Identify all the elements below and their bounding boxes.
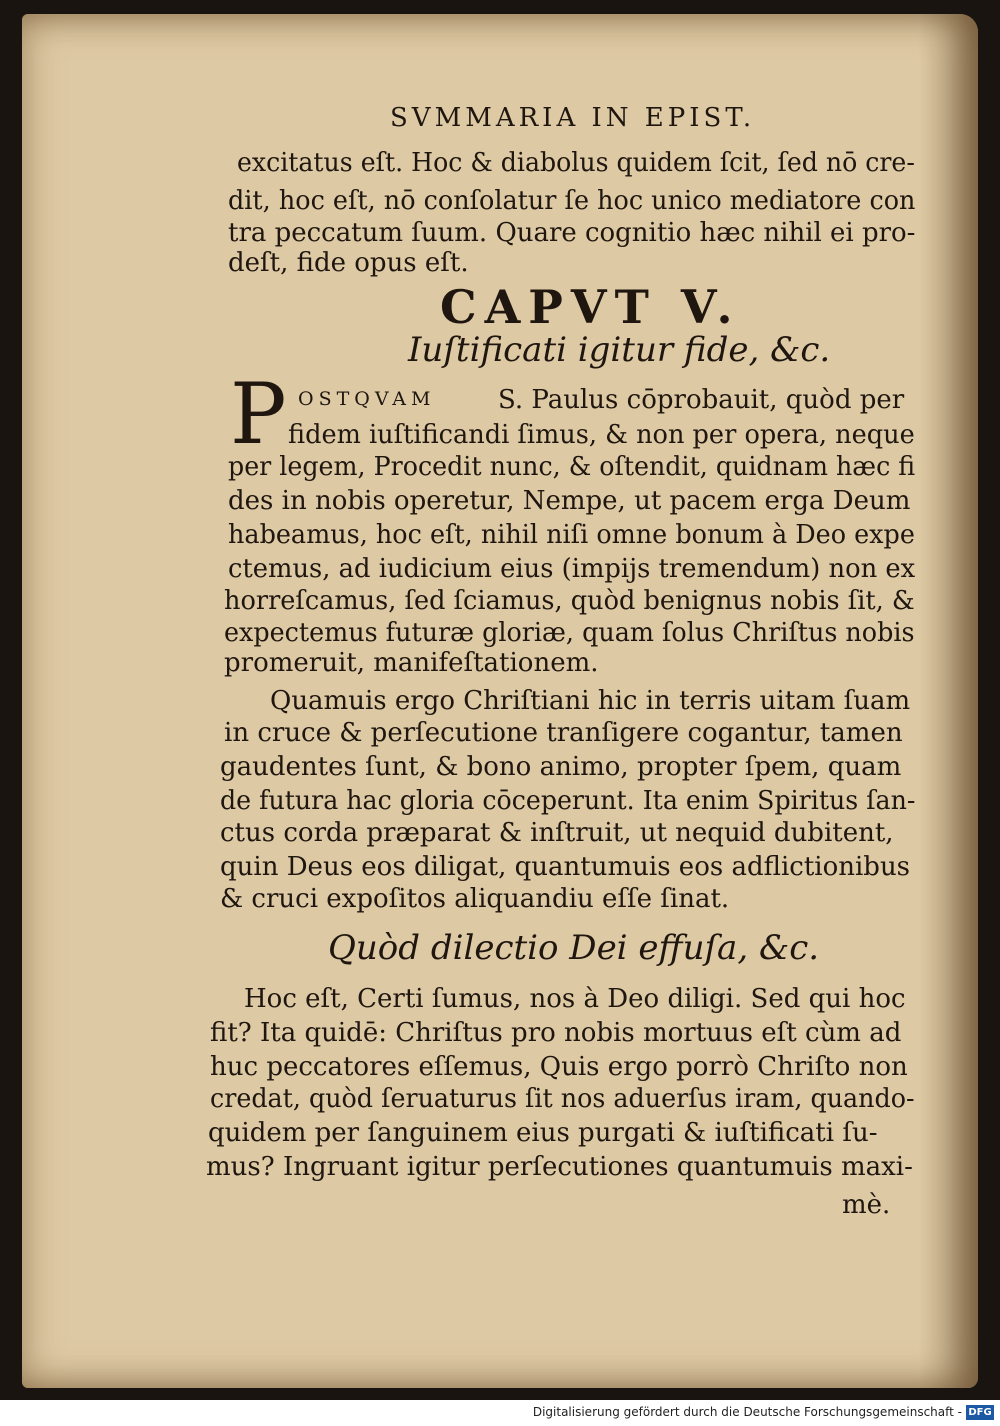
footer-credit: Digitalisierung gefördert durch die Deutsche Forschungsgemeinschaft - xyxy=(532,1405,962,1419)
text-line: de futura hac gloria cōceperunt. Ita enim Spiritus ſan- xyxy=(220,786,916,816)
text-line: dit, hoc eſt, nō conſolatur ſe hoc unico mediatore con xyxy=(228,186,916,216)
text-line: excitatus eſt. Hoc & diabolus quidem ſcit, ſed nō cre- xyxy=(237,148,915,178)
text-line: Hoc eſt, Certi ſumus, nos à Deo diligi. Sed qui hoc xyxy=(244,984,906,1014)
catchword: mè. xyxy=(842,1190,891,1220)
text-line: promeruit, manifeſtationem. xyxy=(224,648,599,678)
text-line: des in nobis operetur, Nempe, ut pacem erga Deum xyxy=(228,486,911,516)
text-line: quidem per ſanguinem eius purgati & iuſtificati ſu- xyxy=(208,1118,878,1148)
section-heading: Quòd dilectio Dei effuſa, &c. xyxy=(328,928,820,968)
section-heading: Iuſtificati igitur fide, &c. xyxy=(408,330,831,370)
text-line: fidem iuſtificandi ſimus, & non per opera, neque xyxy=(288,420,915,450)
text-line: ctus corda præparat & inſtruit, ut nequid dubitent, xyxy=(220,818,894,848)
text-line: gaudentes ſunt, & bono animo, propter ſpem, quam xyxy=(220,752,902,782)
text-line: quin Deus eos diligat, quantumuis eos adflictionibus xyxy=(220,852,911,882)
text-line: deſt, fide opus eſt. xyxy=(228,248,469,278)
text-line: horreſcamus, ſed ſciamus, quòd benignus nobis ſit, & xyxy=(224,586,915,616)
text-line: per legem, Procedit nunc, & oſtendit, quidnam hæc fi xyxy=(228,452,916,482)
running-head: SVMMARIA IN EPIST. xyxy=(390,103,756,133)
text-line: expectemus futuræ gloriæ, quam ſolus Chriſtus nobis xyxy=(224,618,915,648)
text-line: credat, quòd ſeruaturus ſit nos aduerſus iram, quando- xyxy=(210,1084,915,1114)
text-line: ctemus, ad iudicium eius (impijs tremendum) non ex xyxy=(228,554,916,584)
text-line: in cruce & perſecutione tranſigere cogantur, tamen xyxy=(224,718,903,748)
text-line: mus? Ingruant igitur perſecutiones quantumuis maxi- xyxy=(206,1152,913,1182)
dfg-logo: DFG xyxy=(966,1405,994,1420)
text-line: S. Paulus cōprobauit, quòd per xyxy=(498,385,905,415)
text-line: huc peccatores eſſemus, Quis ergo porrò Chriſto non xyxy=(210,1052,908,1082)
text-line: tra peccatum ſuum. Quare cognitio hæc nihil ei pro- xyxy=(228,218,916,248)
text-line: Quamuis ergo Chriſtiani hic in terris uitam ſuam xyxy=(270,686,911,716)
text-line: fit? Ita quidē: Chriſtus pro nobis mortuus eſt cùm ad xyxy=(210,1018,902,1048)
opening-smallcaps: OSTQVAM xyxy=(298,388,436,410)
text-line: & cruci expoſitos aliquandiu eſſe ſinat. xyxy=(220,884,730,914)
text-line: habeamus, hoc eſt, nihil niſi omne bonum à Deo expe xyxy=(228,520,915,550)
chapter-title: CAPVT V. xyxy=(440,280,741,334)
drop-capital: P xyxy=(230,365,287,463)
